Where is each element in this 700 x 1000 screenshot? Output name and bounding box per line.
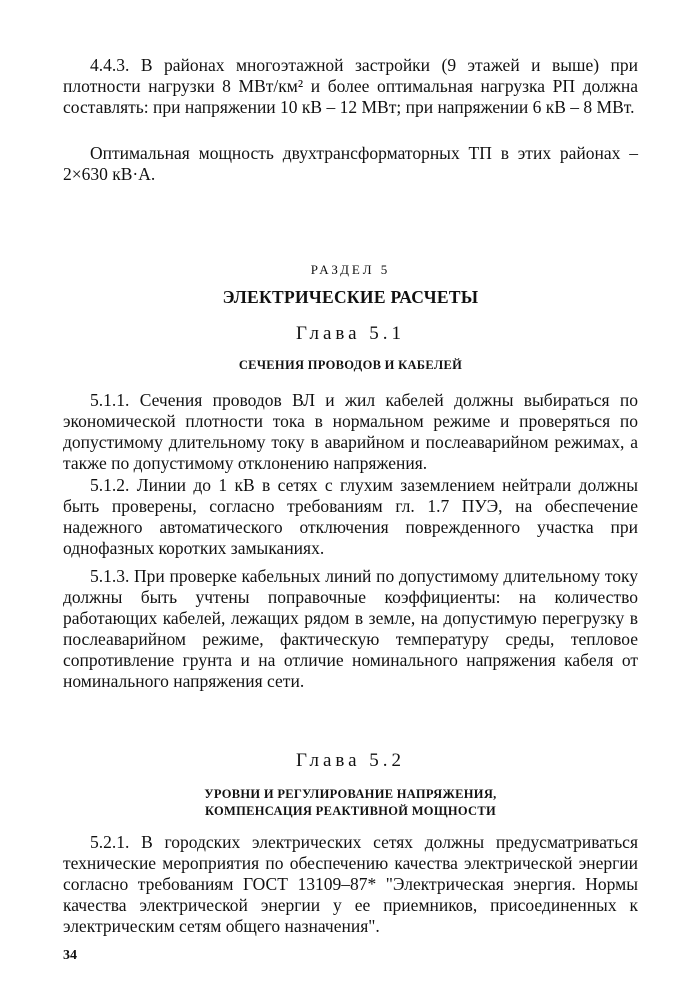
- paragraph-4-4-3: 4.4.3. В районах многоэтажной застройки (9 этажей и выше) при плотности нагрузки 8 МВт/км² и более оптимальная нагрузка РП должна составлять: при напряжении 10 кВ – 12 МВт; при напряжении 6 кВ – 8 МВт.: [63, 55, 638, 117]
- chapter-5-2-title: Глава 5.2: [295, 750, 406, 771]
- chapter-5-2-subtitle: [63, 786, 638, 820]
- chapter-5-1-subtitle: СЕЧЕНИЯ ПРОВОДОВ И КАБЕЛЕЙ: [238, 358, 463, 372]
- chapter-5-1-title: Глава 5.1: [295, 323, 406, 344]
- page-number: 34: [63, 948, 77, 963]
- paragraph-optimal-power: Оптимальная мощность двухтрансформаторных ТП в этих районах – 2×630 кВ·А.: [63, 143, 638, 184]
- chapter-5-2-subtitle-line2: КОМПЕНСАЦИЯ РЕАКТИВНОЙ МОЩНОСТИ: [204, 804, 497, 818]
- section-label: РАЗДЕЛ 5: [310, 262, 391, 277]
- paragraph-5-1-2: 5.1.2. Линии до 1 кВ в сетях с глухим заземлением нейтрали должны быть проверены, согласно требованиям гл. 1.7 ПУЭ, на обеспечение надежного автоматического отключения поврежденного участка при однофазных коротких замыканиях.: [63, 475, 638, 558]
- section-title: ЭЛЕКТРИЧЕСКИЕ РАСЧЕТЫ: [222, 287, 479, 307]
- paragraph-5-1-3: 5.1.3. При проверке кабельных линий по допустимому длительному току должны быть учтены поправочные коэффициенты: на количество работающих кабелей, лежащих рядом в земле, на допустимую перегрузку в послеаварийном режиме, фактическую температуру среды, тепловое сопротивление грунта и на отличие номинального напряжения кабеля от номинального напряжения сети.: [63, 566, 638, 691]
- chapter-5-2-subtitle-line1: УРОВНИ И РЕГУЛИРОВАНИЕ НАПРЯЖЕНИЯ,: [204, 787, 497, 801]
- paragraph-5-2-1: 5.2.1. В городских электрических сетях должны предусматриваться технические мероприятия по обеспечению качества электрической энергии согласно требованиям ГОСТ 13109–87* "Электрическая энергия. Нормы качества электрической энергии у ее приемников, присоединенных к электрическим сетям общего назначения".: [63, 832, 638, 936]
- paragraph-5-1-1: 5.1.1. Сечения проводов ВЛ и жил кабелей должны выбираться по экономической плотности тока в нормальном режиме и проверяться по допустимому длительному току в аварийном и послеаварийном режимах, а также по допустимому отклонению напряжения.: [63, 390, 638, 473]
